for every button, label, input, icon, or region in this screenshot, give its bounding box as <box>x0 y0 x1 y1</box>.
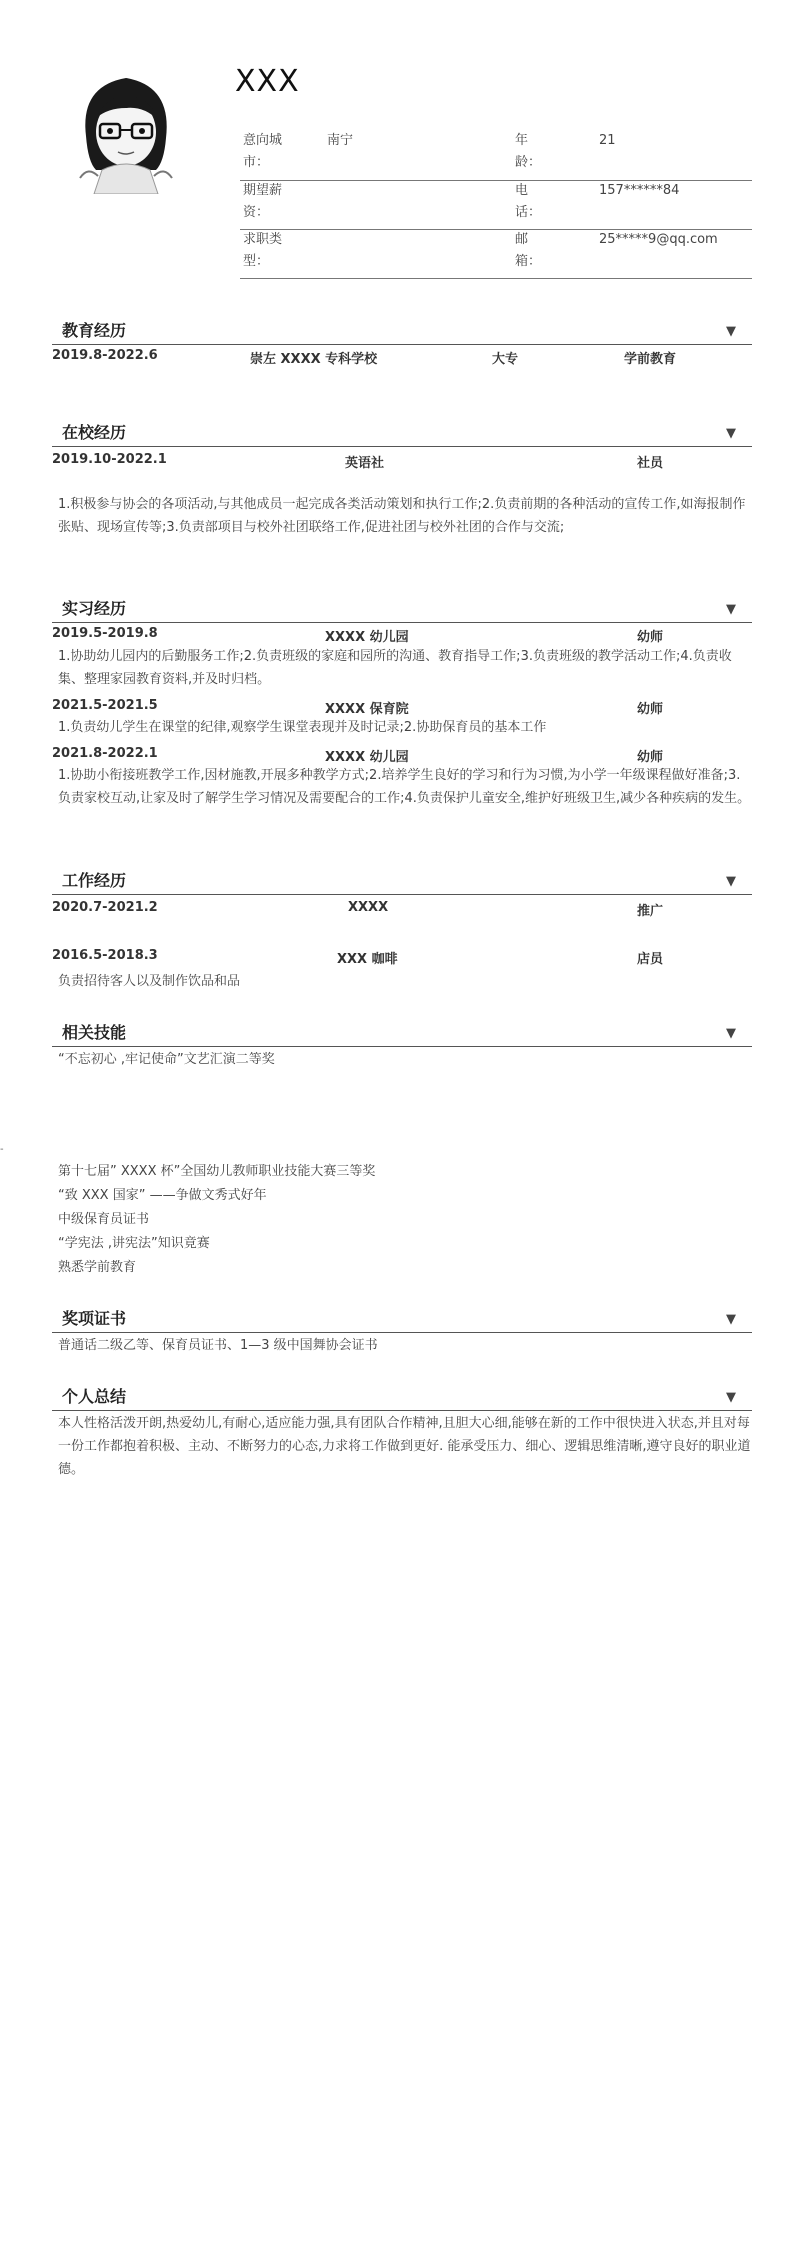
label-target-city: 意向城市： <box>243 133 283 170</box>
collapse-arrow-icon[interactable]: ▼ <box>726 1026 736 1041</box>
work-org: XXXX <box>348 900 389 915</box>
skill-item: 第十七届” XXXX 杯”全国幼儿教师职业技能大赛三等奖 <box>58 1164 376 1179</box>
stray-mark: - <box>0 1144 4 1155</box>
value-email: 25*****9@qq.com <box>599 232 718 247</box>
collapse-arrow-icon[interactable]: ▼ <box>726 874 736 889</box>
internship-role: 幼师 <box>637 630 664 645</box>
collapse-arrow-icon[interactable]: ▼ <box>726 1390 736 1405</box>
work-org: XXX 咖啡 <box>337 952 398 967</box>
skill-item: “致 XXX 国家” ——争做文秀式好年 <box>58 1188 267 1203</box>
section-divider <box>52 1410 752 1411</box>
section-title-education: 教育经历 <box>62 321 127 340</box>
campus-role: 社员 <box>637 456 664 471</box>
section-divider <box>52 344 752 345</box>
skill-item: “学宪法 ,讲宪法”知识竟赛 <box>58 1236 210 1251</box>
internship-role: 幼师 <box>637 750 664 765</box>
section-title-summary: 个人总结 <box>62 1387 127 1406</box>
education-date: 2019.8-2022.6 <box>52 348 158 363</box>
section-title-skills: 相关技能 <box>62 1023 127 1042</box>
section-title-work: 工作经历 <box>62 871 127 890</box>
label-age: 年龄： <box>515 133 542 170</box>
label-phone: 电话： <box>515 183 542 220</box>
value-phone: 157******84 <box>599 183 680 198</box>
work-date: 2016.5-2018.3 <box>52 948 158 963</box>
work-role: 推广 <box>637 904 664 919</box>
summary-text: 本人性格活泼开朗,热爱幼儿,有耐心,适应能力强,具有团队合作精神,且胆大心细,能够在新的工作中很快进入状态,并且对每一份工作都抱着积极、主动、不断努力的心态,力求将工作做到更好. 能承受压力、细心、逻辑思维清晰,遵守良好的职业道德。 <box>58 1416 751 1477</box>
education-school: 崇左 XXXX 专科学校 <box>250 352 378 367</box>
internship-date: 2019.5-2019.8 <box>52 626 158 641</box>
work-description: 负责招待客人以及制作饮品和品 <box>58 974 241 989</box>
education-major: 学前教育 <box>624 352 677 367</box>
section-title-campus: 在校经历 <box>62 423 127 442</box>
divider <box>240 278 752 279</box>
section-divider <box>52 446 752 447</box>
label-job-type: 求职类型： <box>243 232 283 269</box>
section-divider <box>52 1046 752 1047</box>
work-date: 2020.7-2021.2 <box>52 900 158 915</box>
internship-org: XXXX 幼儿园 <box>325 750 409 765</box>
internship-description: 1.协助小衔接班教学工作,因材施教,开展多种教学方式;2.培养学生良好的学习和行为习惯,为小学一年级课程做好准备;3.负责家校互动,让家及时了解学生学习情况及需要配合的工作;4.负责保护儿童安全,维护好班级卫生,减少各种疾病的发生。 <box>58 768 751 806</box>
section-title-awards: 奖项证书 <box>62 1309 127 1328</box>
work-role: 店员 <box>637 952 664 967</box>
avatar <box>66 66 188 194</box>
collapse-arrow-icon[interactable]: ▼ <box>726 324 736 339</box>
internship-description: 1.协助幼儿园内的后勤服务工作;2.负责班级的家庭和园所的沟通、教育指导工作;3.负责班级的教学活动工作;4.负责收集、整理家园教育资料,并及时归档。 <box>58 649 732 687</box>
collapse-arrow-icon[interactable]: ▼ <box>726 426 736 441</box>
label-expected-salary: 期望薪资： <box>243 183 283 220</box>
value-age: 21 <box>599 133 616 148</box>
section-divider <box>52 622 752 623</box>
internship-org: XXXX 幼儿园 <box>325 630 409 645</box>
skill-item: “不忘初心 ,牢记使命”文艺汇演二等奖 <box>58 1052 275 1067</box>
campus-date: 2019.10-2022.1 <box>52 452 167 467</box>
candidate-name: XXX <box>235 64 300 99</box>
section-divider <box>52 1332 752 1333</box>
awards-text: 普通话二级乙等、保育员证书、1—3 级中国舞协会证书 <box>58 1338 378 1353</box>
internship-role: 幼师 <box>637 702 664 717</box>
campus-description: 1.积极参与协会的各项活动,与其他成员一起完成各类活动策划和执行工作;2.负责前期的各种活动的宣传工作,如海报制作张贴、现场宣传等;3.负责部项目与校外社团联络工作,促进社团与校外社团的合作与交流; <box>58 497 746 535</box>
section-divider <box>52 894 752 895</box>
education-degree: 大专 <box>492 352 519 367</box>
value-target-city: 南宁 <box>327 133 354 148</box>
skill-item: 中级保育员证书 <box>58 1212 150 1227</box>
campus-org: 英语社 <box>345 456 385 471</box>
label-email: 邮箱： <box>515 232 542 269</box>
collapse-arrow-icon[interactable]: ▼ <box>726 1312 736 1327</box>
section-title-internship: 实习经历 <box>62 599 127 618</box>
internship-date: 2021.5-2021.5 <box>52 698 158 713</box>
internship-org: XXXX 保育院 <box>325 702 409 717</box>
internship-description: 1.负责幼儿学生在课堂的纪律,观察学生课堂表现并及时记录;2.协助保育员的基本工作 <box>58 720 547 735</box>
collapse-arrow-icon[interactable]: ▼ <box>726 602 736 617</box>
skill-item: 熟悉学前教育 <box>58 1260 137 1275</box>
internship-date: 2021.8-2022.1 <box>52 746 158 761</box>
